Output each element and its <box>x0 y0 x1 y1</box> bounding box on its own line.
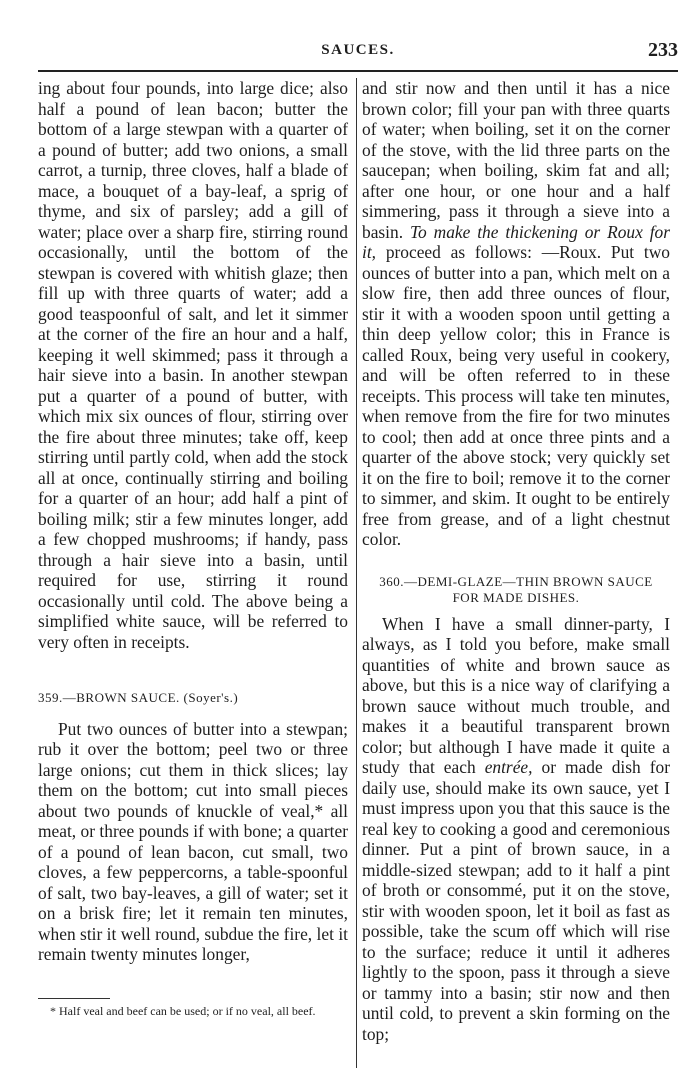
column-divider <box>356 78 357 1068</box>
footnote-area <box>38 998 348 1019</box>
demi-glaze-text-after: or made dish for daily use, should make its own sauce, yet I must impress upon you that this sauce is the real key to cooking a good and ceremonious dinner. Put a pint of brown sauce, in a middle-sized stewpan; add to it half a pint of broth or consommé, put it on the stove, stir with wooden spoon, let it boil as fast as possible, take the scum off which will rise to the surface; reduce it until it adheres lightly to the spoon, pass it through a sieve or tammy into a basin; stir now and then until cold, to prevent a skin forming on the top; <box>362 757 670 1044</box>
entree-italic-word: entrée, <box>484 757 533 777</box>
recipe-heading-360 <box>362 574 670 606</box>
brown-sauce-paragraph: Put two ounces of butter into a stewpan; rub it over the bottom; peel two or three large onions; cut them in thick slices; lay them on the bottom; cut into small pieces about two pounds of knuckle of veal,* all meat, or three pounds if with bone; a quarter of a pound of lean bacon, cut small, two cloves, a few peppercorns, a table-spoonful of salt, two bay-leaves, a gill of water; set it on a brisk fire; let it remain ten minutes, when stir it well round, subdue the fire, let it remain twenty minutes longer, <box>38 718 348 964</box>
roux-text-after: proceed as follows: —Roux. Put two ounces of butter into a pan, which melt on a slow fire, then add three ounces of flour, stir it with a wooden spoon until getting a thin deep yellow color; this in France is called Roux, being very useful in cookery, and will be often referred to in these receipts. This process will take ten minutes, when remove from the fire for two minutes to cool; then add at once three pints and a quarter of the above stock; very quickly set it on the fire to boil; remove it to the corner to simmer, and skim. It ought to be entirely free from grease, and of a light chestnut color. <box>362 242 670 549</box>
footnote-rule <box>38 998 110 999</box>
demi-glaze-paragraph <box>362 614 670 1045</box>
recipe-heading-359: 359.—BROWN SAUCE. (Soyer's.) <box>38 690 239 705</box>
running-head-title: SAUCES. <box>321 42 395 58</box>
recipe-heading-360-line1: 360.—DEMI-GLAZE—THIN BROWN SAUCE <box>379 573 653 589</box>
continued-paragraph: ing about four pounds, into large dice; also half a pound of lean bacon; butter the bottom of a large stewpan with a quarter of a pound of butter; add two onions, a small carrot, a turnip, three cloves, half a blade of mace, a bouquet of a bay-leaf, a sprig of thyme, and six of parsley; add a gill of water; place over a sharp fire, stirring round occasionally, until the bottom of the stewpan is covered with whitish glaze; then fill up with three quarts of water; add a good teaspoonful of salt, and let it simmer at the corner of the fire an hour and a half, keeping it well skimmed; pass it through a hair sieve into a basin. In another stewpan put a quarter of a pound of butter, with which mix six ounces of flour, stirring over the fire about three minutes; take off, keep stirring until partly cold, when add the stock all at once, continually stirring and boiling for a quarter of an hour; add half a pint of boiling milk; stir a few minutes longer, add a few chopped mushrooms; if handy, pass through a hair sieve into a basin, until required for use, stirring it round occasionally until cold. The above being a simplified white sauce, will be referred to very often in receipts. <box>38 78 348 652</box>
right-column <box>362 78 670 1044</box>
left-column <box>38 78 348 965</box>
brown-sauce-continued-paragraph <box>362 78 670 550</box>
footnote: * Half veal and beef can be used; or if no veal, all beef. <box>50 1004 316 1018</box>
roux-text-before: and stir now and then until it has a nice brown color; fill your pan with three quarts of water; when boiling, set it on the corner of the stove, with the lid three parts on the saucepan; when boiling, skim fat and all; after one hour, or one hour and a half simmering, pass it through a sieve into a basin. <box>362 78 670 242</box>
page-number: 233 <box>648 39 678 61</box>
roux-italic-phrase: To make the thickening or Roux for it, <box>362 221 670 262</box>
demi-glaze-text-before: When I have a small dinner-party, I always, as I told you before, make small quantities of white and brown sauce as above, but this is a nice way of clarifying a brown sauce without much trouble, and makes it a beautiful transparent brown color; but although I have made it quite a study that each <box>362 613 670 777</box>
running-head <box>38 40 678 64</box>
header-rule <box>38 70 678 72</box>
recipe-heading-360-line2: FOR MADE DISHES. <box>452 589 580 605</box>
